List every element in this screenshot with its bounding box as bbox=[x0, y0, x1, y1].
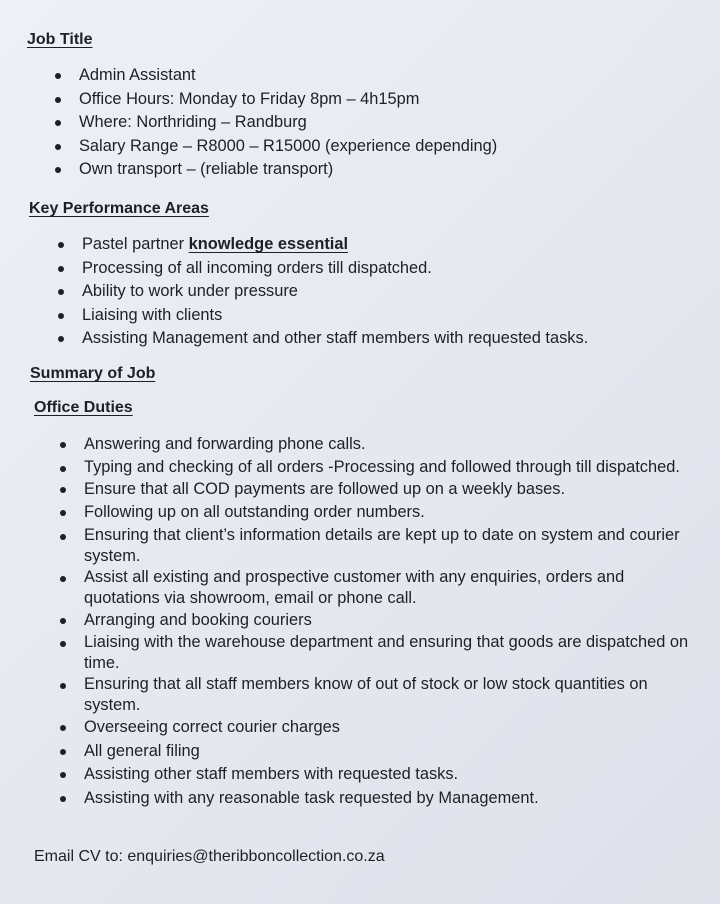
bullet-icon bbox=[58, 313, 64, 319]
bullet-icon bbox=[60, 576, 66, 582]
list-item: Following up on all outstanding order numbers. bbox=[58, 501, 698, 525]
bullet-icon bbox=[60, 796, 66, 802]
bullet-icon bbox=[60, 725, 66, 731]
bullet-icon bbox=[60, 466, 66, 472]
kpa-list bbox=[56, 233, 588, 351]
list-item: All general filing bbox=[58, 740, 698, 764]
list-item: Assist all existing and prospective customer with any enquiries, orders and quotations via showroom, email or phone call. bbox=[58, 567, 698, 609]
list-item: Admin Assistant bbox=[53, 64, 497, 88]
list-item: Answering and forwarding phone calls. bbox=[58, 433, 698, 457]
office-duties-list bbox=[58, 433, 698, 810]
bullet-icon bbox=[60, 487, 66, 493]
bullet-icon bbox=[55, 144, 61, 150]
job-title-heading: Job Title bbox=[27, 31, 93, 48]
bullet-icon bbox=[60, 641, 66, 647]
list-item: Ensuring that all staff members know of out of stock or low stock quantities on system. bbox=[58, 674, 698, 716]
kpa-heading: Key Performance Areas bbox=[29, 200, 209, 217]
list-item: Typing and checking of all orders -Processing and followed through till dispatched. bbox=[58, 457, 698, 478]
bullet-icon bbox=[55, 120, 61, 126]
list-item: Arranging and booking couriers bbox=[58, 609, 698, 633]
list-item: Pastel partner knowledge essential bbox=[56, 233, 588, 257]
bullet-icon bbox=[60, 772, 66, 778]
bullet-icon bbox=[60, 510, 66, 516]
bullet-icon bbox=[55, 73, 61, 79]
bullet-icon bbox=[60, 534, 66, 540]
bullet-icon bbox=[58, 336, 64, 342]
bullet-icon bbox=[58, 266, 64, 272]
emphasis-text: knowledge essential bbox=[188, 235, 349, 253]
bullet-icon bbox=[55, 167, 61, 173]
list-item: Where: Northriding – Randburg bbox=[53, 111, 497, 135]
list-item: Assisting with any reasonable task requested by Management. bbox=[58, 787, 698, 811]
list-item: Assisting Management and other staff members with requested tasks. bbox=[56, 327, 588, 351]
bullet-icon bbox=[55, 97, 61, 103]
bullet-icon bbox=[60, 683, 66, 689]
summary-heading: Summary of Job bbox=[30, 365, 156, 382]
list-item: Own transport – (reliable transport) bbox=[53, 158, 497, 182]
list-item: Ensuring that client’s information details are kept up to date on system and courier system. bbox=[58, 525, 698, 567]
list-item: Liaising with the warehouse department and ensuring that goods are dispatched on time. bbox=[58, 632, 698, 674]
list-item: Ensure that all COD payments are followed up on a weekly bases. bbox=[58, 478, 698, 502]
job-title-list bbox=[53, 64, 497, 182]
list-item: Overseeing correct courier charges bbox=[58, 716, 698, 740]
list-item: Salary Range – R8000 – R15000 (experience depending) bbox=[53, 135, 497, 159]
list-item: Assisting other staff members with requested tasks. bbox=[58, 763, 698, 787]
list-item: Office Hours: Monday to Friday 8pm – 4h15pm bbox=[53, 88, 497, 112]
email-cv-line: Email CV to: enquiries@theribboncollection.co.za bbox=[34, 848, 385, 865]
list-item: Ability to work under pressure bbox=[56, 280, 588, 304]
bullet-icon bbox=[60, 442, 66, 448]
office-duties-heading: Office Duties bbox=[34, 399, 133, 416]
bullet-icon bbox=[58, 289, 64, 295]
bullet-icon bbox=[60, 749, 66, 755]
bullet-icon bbox=[60, 618, 66, 624]
list-item: Processing of all incoming orders till dispatched. bbox=[56, 257, 588, 281]
list-item: Liaising with clients bbox=[56, 304, 588, 328]
bullet-icon bbox=[58, 242, 64, 248]
